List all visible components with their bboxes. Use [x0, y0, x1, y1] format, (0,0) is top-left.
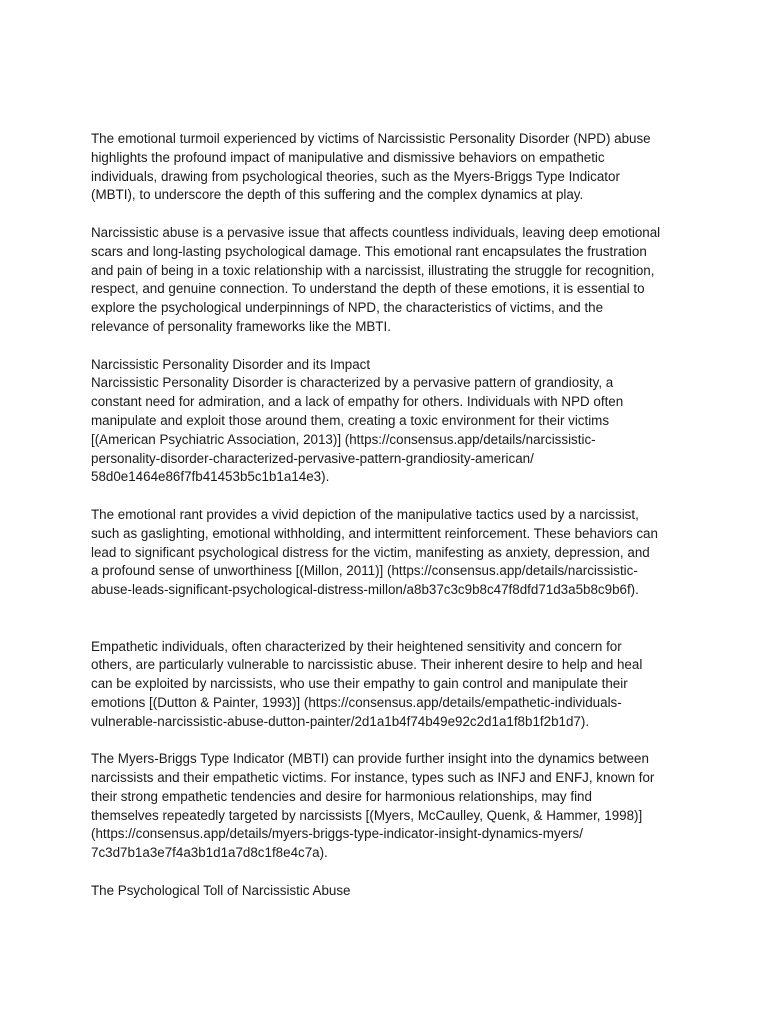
paragraph-spacer: [91, 205, 691, 224]
paragraph-empathetic-individuals: [91, 638, 691, 732]
citation-line: 7c3d7b1a3e7f4a3b1d1a7d8c1f8e4c7a).: [91, 845, 328, 861]
text-line: explore the psychological underpinnings of NPD, the characteristics of victims, and the: [91, 300, 604, 316]
paragraph-intro: [91, 130, 691, 205]
text-line: such as gaslighting, emotional withholding, and intermittent reinforcement. These behaviors can: [91, 525, 658, 541]
text-line: narcissists and their empathetic victims. For instance, types such as INFJ and ENFJ, known for: [91, 770, 655, 786]
citation-line: themselves repeatedly targeted by narcissists [(Myers, McCaulley, Quenk, & Hammer, 1998)]: [91, 807, 643, 823]
citation-line: personality-disorder-characterized-pervasive-pattern-grandiosity-american/: [91, 450, 534, 466]
text-line: individuals, drawing from psychological theories, such as the Myers-Briggs Type Indicator: [91, 168, 620, 184]
text-line: highlights the profound impact of manipulative and dismissive behaviors on empathetic: [91, 149, 605, 165]
paragraph-mbti: [91, 750, 691, 863]
text-line: The emotional rant provides a vivid depiction of the manipulative tactics used by a narcissist,: [91, 506, 639, 522]
citation-line: [(American Psychiatric Association, 2013)] (https://consensus.app/details/narcissistic-: [91, 431, 596, 447]
text-line: and pain of being in a toxic relationship with a narcissist, illustrating the struggle for recognition,: [91, 262, 655, 278]
text-line: relevance of personality frameworks like the MBTI.: [91, 318, 391, 334]
section-heading: The Psychological Toll of Narcissistic Abuse: [91, 882, 351, 898]
text-line: their strong empathetic tendencies and desire for harmonious relationships, may find: [91, 788, 592, 804]
citation-line: abuse-leads-significant-psychological-distress-millon/a8b37c3c9b8c47f8dfd71d3a5b8c9b6f).: [91, 582, 639, 598]
citation-line: (https://consensus.app/details/myers-briggs-type-indicator-insight-dynamics-myers/: [91, 826, 583, 842]
text-line: constant need for admiration, and a lack of empathy for others. Individuals with NPD often: [91, 394, 624, 410]
text-line: others, are particularly vulnerable to narcissistic abuse. Their inherent desire to help and heal: [91, 657, 643, 673]
text-line: scars and long-lasting psychological damage. This emotional rant encapsulates the frustration: [91, 243, 647, 259]
paragraph-spacer: [91, 863, 691, 882]
paragraph-psychological-toll: [91, 882, 691, 901]
text-line: Narcissistic Personality Disorder is characterized by a pervasive pattern of grandiosity, a: [91, 375, 614, 391]
text-line: manipulate and exploit those around them, creating a toxic environment for their victims: [91, 412, 610, 428]
text-line: (MBTI), to underscore the depth of this suffering and the complex dynamics at play.: [91, 187, 584, 203]
text-line: The Myers-Briggs Type Indicator (MBTI) can provide further insight into the dynamics between: [91, 751, 649, 767]
text-line: lead to significant psychological distress for the victim, manifesting as anxiety, depression, and: [91, 544, 650, 560]
paragraph-narcissistic-abuse: [91, 224, 691, 337]
citation-line: vulnerable-narcissistic-abuse-dutton-painter/2d1a1b4f74b49e92c2d1a1f8b1f2b1d7).: [91, 713, 590, 729]
text-line: Narcissistic abuse is a pervasive issue that affects countless individuals, leaving deep emotional: [91, 224, 661, 240]
citation-line: 58d0e1464e86f7fb41453b5c1b1a14e3).: [91, 469, 330, 485]
paragraph-spacer: [91, 732, 691, 751]
document-page: [91, 130, 691, 901]
paragraph-manipulative-tactics: [91, 506, 691, 600]
paragraph-spacer: [91, 337, 691, 356]
citation-line: emotions [(Dutton & Painter, 1993)] (https://consensus.app/details/empathetic-individuals-: [91, 694, 622, 710]
text-line: The emotional turmoil experienced by victims of Narcissistic Personality Disorder (NPD) abuse: [91, 131, 651, 146]
paragraph-spacer: [91, 600, 691, 638]
paragraph-spacer: [91, 487, 691, 506]
text-line: respect, and genuine connection. To understand the depth of these emotions, it is essential to: [91, 281, 645, 297]
text-line: can be exploited by narcissists, who use their empathy to gain control and manipulate their: [91, 676, 628, 692]
section-heading: Narcissistic Personality Disorder and its Impact: [91, 356, 371, 372]
paragraph-npd-impact: [91, 356, 691, 488]
text-line: Empathetic individuals, often characterized by their heightened sensitivity and concern for: [91, 638, 622, 654]
citation-line: a profound sense of unworthiness [(Millon, 2011)] (https://consensus.app/details/narcissistic-: [91, 563, 638, 579]
